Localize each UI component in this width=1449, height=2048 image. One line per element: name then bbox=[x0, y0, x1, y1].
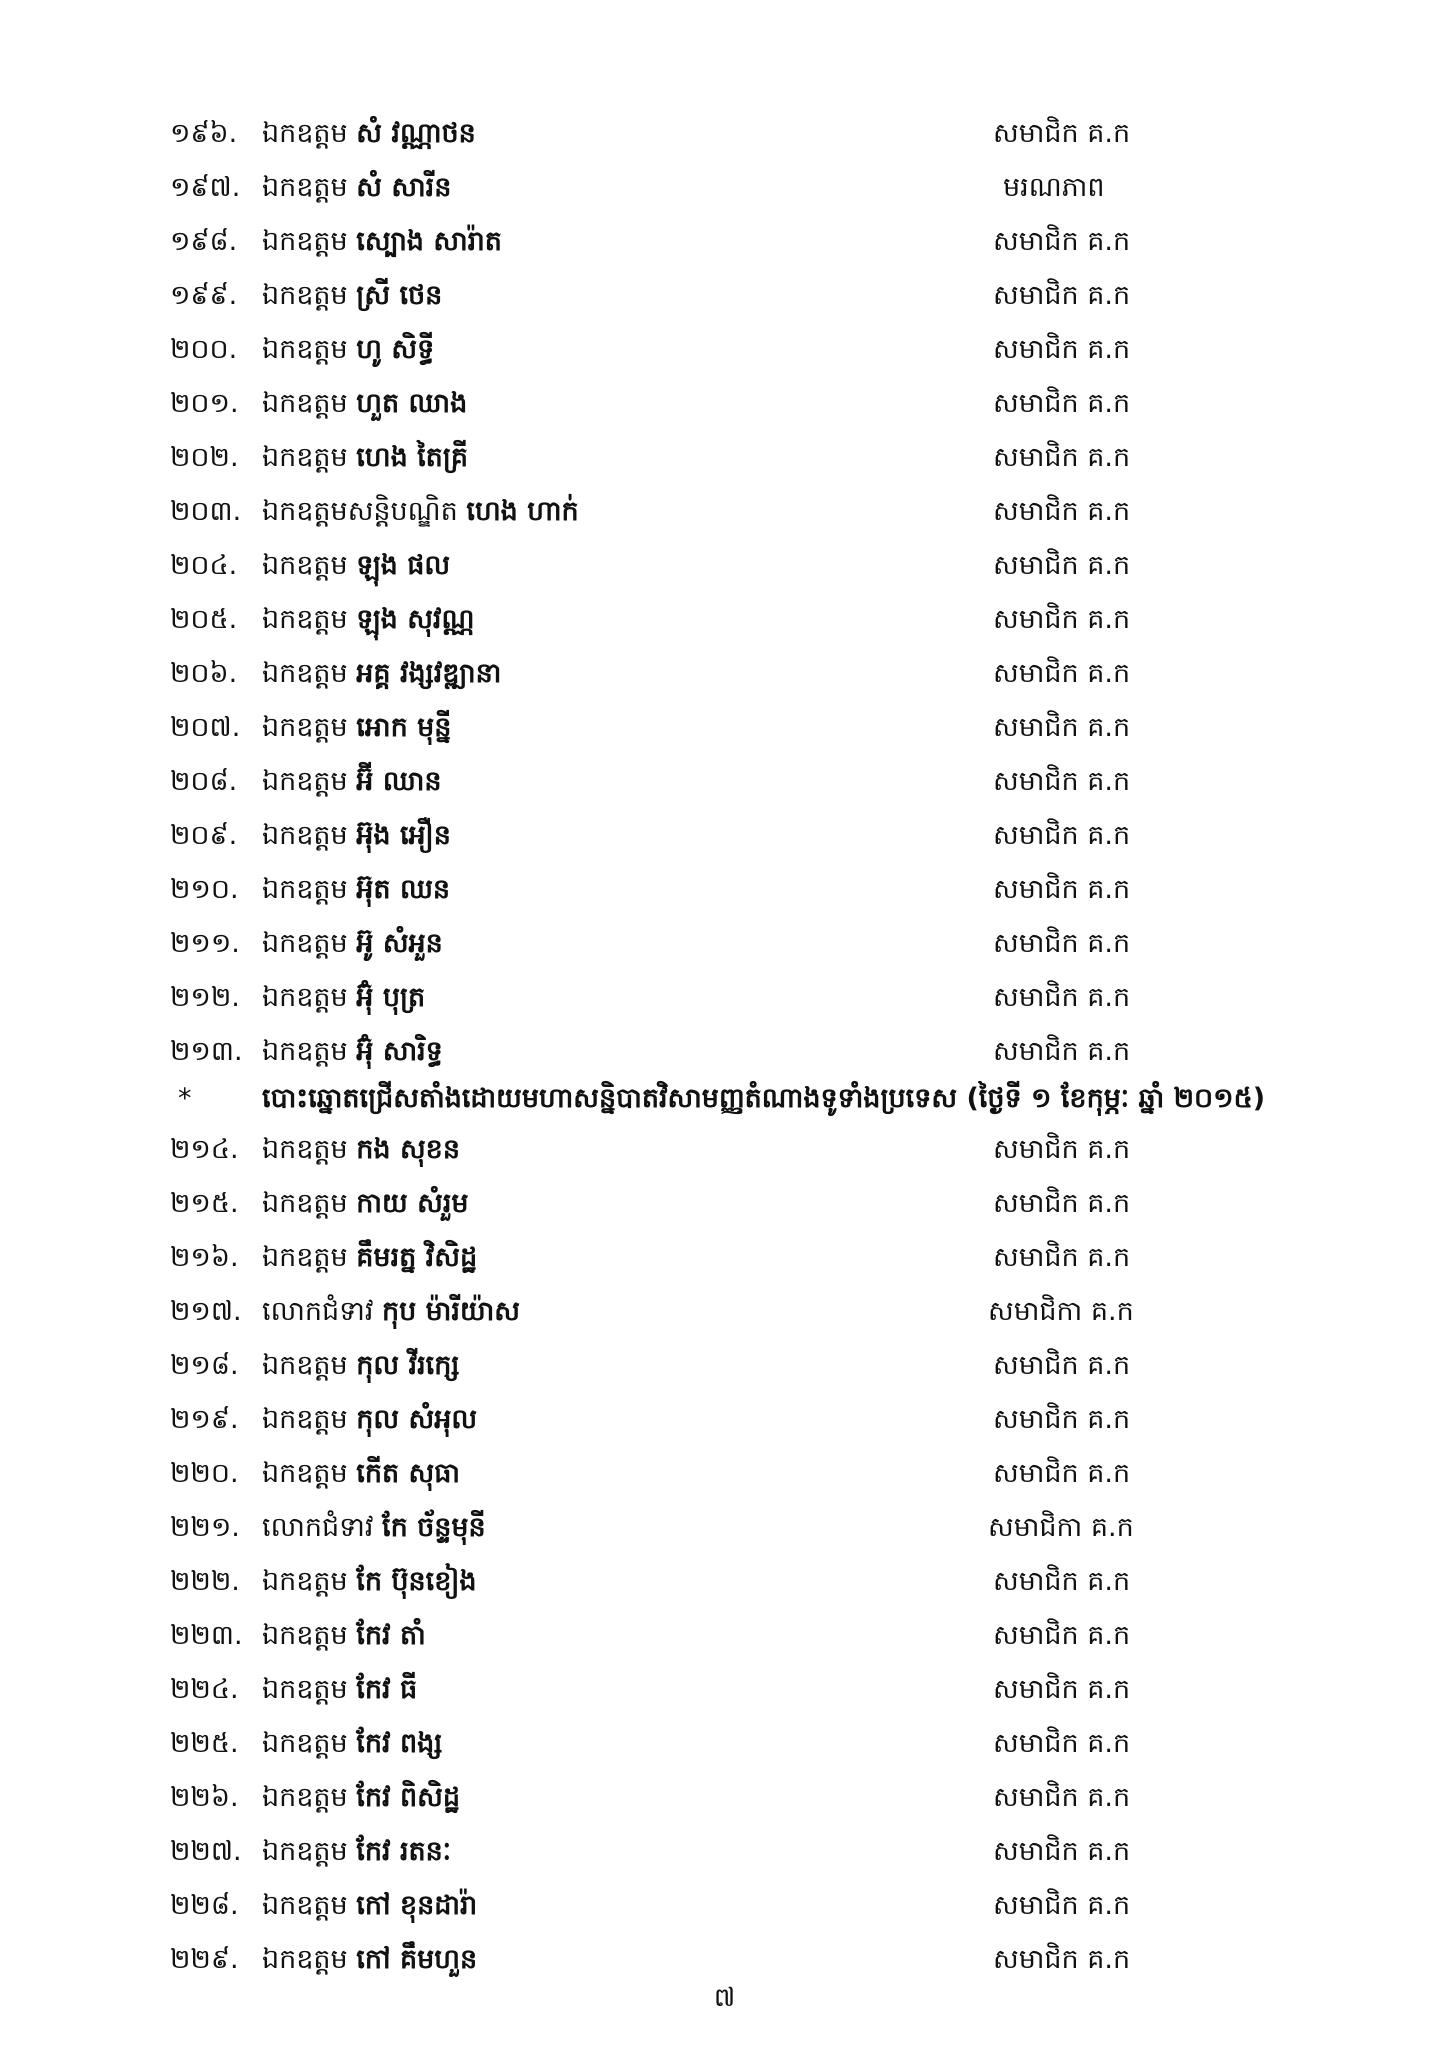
entry-status: សមាជិក គ.ក bbox=[993, 658, 1131, 689]
entry-name-line bbox=[262, 917, 443, 971]
entry-title: ឯកឧត្តម bbox=[262, 1620, 348, 1651]
entry-number: ២០១. bbox=[170, 388, 239, 419]
entry-number: ២២៩. bbox=[170, 1944, 239, 1975]
entry-title: ឯកឧត្តម bbox=[262, 118, 348, 149]
entry-title: ឯកឧត្តម bbox=[262, 1036, 348, 1067]
entry-number: ២២៦. bbox=[170, 1782, 239, 1813]
entry-name: កែវ ពង្ស bbox=[356, 1728, 443, 1759]
entry-status: សមាជិក គ.ក bbox=[993, 604, 1131, 635]
entry-title: ឯកឧត្តម bbox=[262, 172, 348, 203]
list-item bbox=[0, 1555, 1449, 1609]
entry-name: អ៊ុង អឿន bbox=[356, 820, 451, 851]
list-item bbox=[0, 1025, 1449, 1079]
entry-name-line bbox=[262, 1177, 469, 1231]
entry-name: ឡុង ផល bbox=[356, 550, 451, 581]
entry-name-line bbox=[262, 1663, 417, 1717]
entry-number: ២១៧. bbox=[170, 1296, 242, 1327]
list-item bbox=[0, 1393, 1449, 1447]
entry-name: កុប ម៉ារីយ៉ាស bbox=[382, 1296, 520, 1327]
entry-number: ២០៤. bbox=[170, 550, 238, 581]
entry-number: ២១២. bbox=[170, 982, 240, 1013]
asterisk-mark: * bbox=[178, 1083, 192, 1114]
entry-name-line bbox=[262, 1123, 460, 1177]
entry-title: លោកជំទាវ bbox=[262, 1512, 374, 1543]
entry-status: សមាជិក គ.ក bbox=[993, 766, 1131, 797]
entry-status: សមាជិក គ.ក bbox=[993, 1404, 1131, 1435]
entry-name-line bbox=[262, 1609, 426, 1663]
entry-name-line bbox=[262, 539, 450, 593]
entry-name: កៅ ខុនដារ៉ា bbox=[356, 1890, 478, 1921]
list-item bbox=[0, 971, 1449, 1025]
entry-status: សមាជិក គ.ក bbox=[993, 712, 1131, 743]
entry-name-line bbox=[262, 647, 501, 701]
entry-title: ឯកឧត្តម bbox=[262, 1404, 348, 1435]
entry-number: ២១៦. bbox=[170, 1242, 239, 1273]
list-item bbox=[0, 1879, 1449, 1933]
entry-name: កុល សំអុល bbox=[356, 1404, 478, 1435]
entry-name: កាយ សំរួម bbox=[356, 1188, 469, 1219]
entry-title: ឯកឧត្តម bbox=[262, 226, 348, 257]
entry-title: ឯកឧត្តម bbox=[262, 334, 348, 365]
election-note bbox=[0, 1072, 1449, 1126]
entry-name: សំ វណ្ណាថន bbox=[356, 118, 476, 149]
entry-title: ឯកឧត្តម bbox=[262, 1944, 348, 1975]
entry-name: ហេង ហាក់ bbox=[466, 496, 579, 527]
entry-status: សមាជិក គ.ក bbox=[993, 1944, 1131, 1975]
entry-title: ឯកឧត្តម bbox=[262, 1566, 348, 1597]
entry-number: ២០៧. bbox=[170, 712, 241, 743]
entry-number: ២២០. bbox=[170, 1458, 239, 1489]
entry-name-line bbox=[262, 701, 451, 755]
entry-title: ឯកឧត្តម bbox=[262, 1350, 348, 1381]
entry-title: ឯកឧត្តម bbox=[262, 442, 348, 473]
list-item bbox=[0, 107, 1449, 161]
entry-status: មរណភាព bbox=[1003, 172, 1105, 203]
entry-name-line bbox=[262, 1285, 520, 1339]
entry-name-line bbox=[262, 323, 434, 377]
entry-title: ឯកឧត្តម bbox=[262, 388, 348, 419]
entry-number: ២២៥. bbox=[170, 1728, 239, 1759]
entry-number: ២០៣. bbox=[170, 496, 242, 527]
list-item bbox=[0, 1717, 1449, 1771]
entry-name: កែវ តាំ bbox=[356, 1620, 426, 1651]
entry-status: សមាជិក គ.ក bbox=[993, 928, 1131, 959]
entry-name-line bbox=[262, 1825, 451, 1879]
entry-name-line bbox=[262, 431, 468, 485]
entry-title: ឯកឧត្តម bbox=[262, 766, 348, 797]
entry-name-line bbox=[262, 161, 451, 215]
list-item bbox=[0, 1501, 1449, 1555]
entry-status: សមាជិក គ.ក bbox=[993, 1350, 1131, 1381]
entry-status: សមាជិក គ.ក bbox=[993, 820, 1131, 851]
entry-status: សមាជិក គ.ក bbox=[993, 1134, 1131, 1165]
entry-title: ឯកឧត្តម bbox=[262, 604, 348, 635]
entry-status: សមាជិក គ.ក bbox=[993, 118, 1131, 149]
entry-status: សមាជិកា គ.ក bbox=[988, 1296, 1134, 1327]
entry-number: ២១៨. bbox=[170, 1350, 239, 1381]
entry-name: ហួត ឈាង bbox=[356, 388, 468, 419]
entry-title: ឯកឧត្តម bbox=[262, 1674, 348, 1705]
list-item bbox=[0, 323, 1449, 377]
entry-title: ឯកឧត្តម bbox=[262, 1836, 348, 1867]
list-item bbox=[0, 431, 1449, 485]
entry-name-line bbox=[262, 1447, 460, 1501]
entry-number: ២១១. bbox=[170, 928, 240, 959]
list-item bbox=[0, 215, 1449, 269]
entry-status: សមាជិក គ.ក bbox=[993, 1620, 1131, 1651]
entry-title: ឯកឧត្តម bbox=[262, 712, 348, 743]
entry-status: សមាជិក គ.ក bbox=[993, 1566, 1131, 1597]
entry-name-line bbox=[262, 215, 502, 269]
entry-status: សមាជិក គ.ក bbox=[993, 334, 1131, 365]
list-item bbox=[0, 1825, 1449, 1879]
list-item bbox=[0, 1231, 1449, 1285]
entry-title: ឯកឧត្តម bbox=[262, 280, 348, 311]
entry-name-line bbox=[262, 1771, 460, 1825]
entry-name-line bbox=[262, 1717, 442, 1771]
entry-status: សមាជិក គ.ក bbox=[993, 1458, 1131, 1489]
entry-number: ២០២. bbox=[170, 442, 239, 473]
entry-name: អ៊ុំ សារិទ្ធ bbox=[356, 1036, 443, 1067]
entry-name: កែ ប៊ុនខៀង bbox=[356, 1566, 477, 1597]
list-item bbox=[0, 1177, 1449, 1231]
entry-name-line bbox=[262, 809, 451, 863]
entry-number: ២១៣. bbox=[170, 1036, 243, 1067]
entry-number: ២០០. bbox=[170, 334, 238, 365]
entry-name-line bbox=[262, 1231, 477, 1285]
entry-title: ឯកឧត្តម bbox=[262, 982, 348, 1013]
entry-name: ស្រី ថេន bbox=[356, 280, 443, 311]
entry-status: សមាជិកា គ.ក bbox=[988, 1512, 1134, 1543]
entry-name: កែវ រតនៈ bbox=[356, 1836, 452, 1867]
entry-title: ឯកឧត្តម bbox=[262, 658, 348, 689]
entry-number: ១៩៦. bbox=[170, 118, 238, 149]
entry-title: ឯកឧត្តម bbox=[262, 1890, 348, 1921]
entry-name-line bbox=[262, 593, 474, 647]
entry-name: ឡុង សុវណ្ណ bbox=[356, 604, 475, 635]
list-item bbox=[0, 809, 1449, 863]
list-item bbox=[0, 539, 1449, 593]
entry-name: កែ ច័ន្ទមុនី bbox=[382, 1512, 486, 1543]
entry-name-line bbox=[262, 1933, 477, 1987]
entry-number: ២២៨. bbox=[170, 1890, 239, 1921]
entry-name: អ៊ុត ឈន bbox=[356, 874, 451, 905]
entry-number: ២១៩. bbox=[170, 1404, 239, 1435]
entry-status: សមាជិក គ.ក bbox=[993, 1728, 1131, 1759]
entry-title: ឯកឧត្តម bbox=[262, 1242, 348, 1273]
entry-status: សមាជិក គ.ក bbox=[993, 1036, 1131, 1067]
entry-number: ២០៥. bbox=[170, 604, 238, 635]
list-item bbox=[0, 1339, 1449, 1393]
entry-name: អោក មុន្នី bbox=[356, 712, 452, 743]
entry-name: ស្បោង សារ៉ាត bbox=[356, 226, 502, 257]
entry-number: ២១៥. bbox=[170, 1188, 239, 1219]
entry-number: ២២៤. bbox=[170, 1674, 239, 1705]
entry-status: សមាជិក គ.ក bbox=[993, 388, 1131, 419]
list-item bbox=[0, 1609, 1449, 1663]
entry-name-line bbox=[262, 377, 467, 431]
entry-name: កៅ គឹមហួន bbox=[356, 1944, 478, 1975]
entry-status: សមាជិក គ.ក bbox=[993, 1188, 1131, 1219]
entry-name-line bbox=[262, 1501, 486, 1555]
entry-title: ឯកឧត្តម bbox=[262, 1458, 348, 1489]
entry-name-line bbox=[262, 971, 425, 1025]
entry-status: សមាជិក គ.ក bbox=[993, 1674, 1131, 1705]
list-item bbox=[0, 269, 1449, 323]
entry-name: អ៊ូ សំអួន bbox=[356, 928, 443, 959]
entry-number: ២២១. bbox=[170, 1512, 240, 1543]
entry-status: សមាជិក គ.ក bbox=[993, 1782, 1131, 1813]
entry-title: ឯកឧត្តមសន្តិបណ្ឌិត bbox=[262, 496, 458, 527]
list-item bbox=[0, 1285, 1449, 1339]
entry-number: ២២២. bbox=[170, 1566, 240, 1597]
entry-status: សមាជិក គ.ក bbox=[993, 280, 1131, 311]
list-item bbox=[0, 1447, 1449, 1501]
entry-title: ឯកឧត្តម bbox=[262, 1728, 348, 1759]
entry-name: កង សុខន bbox=[356, 1134, 460, 1165]
entry-status: សមាជិក គ.ក bbox=[993, 874, 1131, 905]
entry-number: ១៩៧. bbox=[170, 172, 241, 203]
entry-name-line bbox=[262, 1393, 477, 1447]
entry-name: គឹមរត្ន វិសិដ្ឋ bbox=[356, 1242, 478, 1273]
list-item bbox=[0, 1123, 1449, 1177]
entry-number: ១៩៨. bbox=[170, 226, 238, 257]
entry-number: ១៩៩. bbox=[170, 280, 238, 311]
entry-number: ២០៦. bbox=[170, 658, 238, 689]
entry-name-line bbox=[262, 485, 579, 539]
page-number: ៧ bbox=[713, 1983, 736, 2013]
entry-status: សមាជិក គ.ក bbox=[993, 226, 1131, 257]
list-item bbox=[0, 377, 1449, 431]
entry-name: អ៊ុំ បុត្រ bbox=[356, 982, 426, 1013]
list-item bbox=[0, 755, 1449, 809]
entry-status: សមាជិក គ.ក bbox=[993, 1836, 1131, 1867]
entry-title: ឯកឧត្តម bbox=[262, 928, 348, 959]
list-item bbox=[0, 701, 1449, 755]
entry-number: ២២៣. bbox=[170, 1620, 243, 1651]
entry-status: សមាជិក គ.ក bbox=[993, 442, 1131, 473]
list-item bbox=[0, 1663, 1449, 1717]
entry-status: សមាជិក គ.ក bbox=[993, 496, 1131, 527]
entry-title: ឯកឧត្តម bbox=[262, 1188, 348, 1219]
note-text: បោះឆ្នោតជ្រើសតាំងដោយមហាសន្និបាតវិសាមញ្ញតំណាងទូទាំងប្រទេស (ថ្ងៃទី ១ ខែកុម្ភៈ ឆ្នាំ ២០១៥) bbox=[262, 1083, 1266, 1114]
entry-name-line bbox=[262, 755, 442, 809]
entry-number: ២០៩. bbox=[170, 820, 238, 851]
entry-name-line bbox=[262, 863, 450, 917]
entry-number: ២២៧. bbox=[170, 1836, 242, 1867]
entry-name: កើត សុធា bbox=[356, 1458, 460, 1489]
entry-name: អ៊ី ឈាន bbox=[356, 766, 442, 797]
list-item bbox=[0, 485, 1449, 539]
entry-title: ឯកឧត្តម bbox=[262, 1134, 348, 1165]
entry-number: ២១៤. bbox=[170, 1134, 239, 1165]
entry-number: ២០៨. bbox=[170, 766, 238, 797]
entry-title: លោកជំទាវ bbox=[262, 1296, 374, 1327]
entry-title: ឯកឧត្តម bbox=[262, 820, 348, 851]
entry-name: អគ្គ វង្សវឌ្ឍានា bbox=[356, 658, 502, 689]
entry-name-line bbox=[262, 1879, 477, 1933]
entry-title: ឯកឧត្តម bbox=[262, 1782, 348, 1813]
entry-name: ហេង តៃគ្រី bbox=[356, 442, 469, 473]
entry-name-line bbox=[262, 269, 442, 323]
list-item bbox=[0, 593, 1449, 647]
entry-name-line bbox=[262, 107, 476, 161]
entry-status: សមាជិក គ.ក bbox=[993, 1890, 1131, 1921]
list-item bbox=[0, 161, 1449, 215]
entry-title: ឯកឧត្តម bbox=[262, 550, 348, 581]
entry-name-line bbox=[262, 1025, 443, 1079]
entry-name: កុល វីរក្សេ bbox=[356, 1350, 460, 1381]
entry-name: ហូ សិទ្ធី bbox=[356, 334, 435, 365]
entry-number: ២១០. bbox=[170, 874, 239, 905]
list-item bbox=[0, 1771, 1449, 1825]
entry-name: កែវ ធី bbox=[356, 1674, 418, 1705]
entry-status: សមាជិក គ.ក bbox=[993, 982, 1131, 1013]
entry-name: សំ សារីន bbox=[356, 172, 452, 203]
entry-status: សមាជិក គ.ក bbox=[993, 550, 1131, 581]
entry-name-line bbox=[262, 1555, 477, 1609]
list-item bbox=[0, 917, 1449, 971]
list-item bbox=[0, 863, 1449, 917]
list-item bbox=[0, 647, 1449, 701]
entry-status: សមាជិក គ.ក bbox=[993, 1242, 1131, 1273]
entry-title: ឯកឧត្តម bbox=[262, 874, 348, 905]
entry-name-line bbox=[262, 1339, 459, 1393]
list-item bbox=[0, 1933, 1449, 1987]
entry-name: កែវ ពិសិដ្ឋ bbox=[356, 1782, 460, 1813]
